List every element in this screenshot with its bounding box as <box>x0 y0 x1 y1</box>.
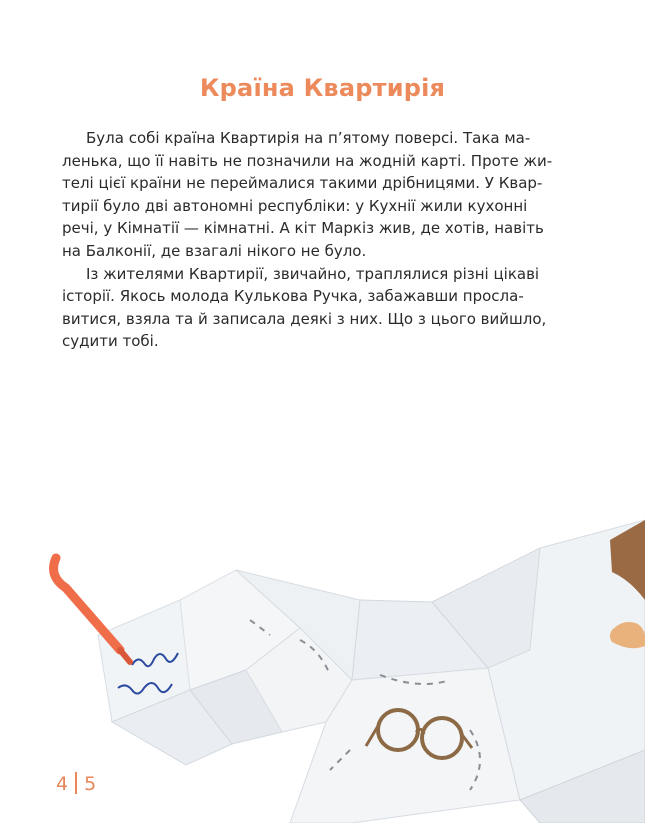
story-text <box>62 127 602 353</box>
page-title: Країна Квартирія <box>199 74 446 102</box>
page-number-divider <box>75 772 77 794</box>
text-line: історії. Якось молода Кулькова Ручка, забажавши просла- <box>62 287 524 306</box>
illustration <box>0 500 645 823</box>
text-line: витися, взяла та й записала деякі з них. Що з цього вийшло, <box>62 309 547 328</box>
page-number-left: 4 <box>56 773 69 795</box>
text-line: тирії було дві автономні республіки: у Кухнії жили кухонні <box>62 196 528 215</box>
text-line: ленька, що її навіть не позначили на жодній карті. Проте жи- <box>62 151 553 170</box>
text-line: Із жителями Квартирії, звичайно, траплялися різні цікаві <box>86 264 540 283</box>
text-line: судити тобі. <box>62 332 159 351</box>
page-numbers <box>56 772 96 795</box>
text-line: телі цієї країни не переймалися такими дрібницями. У Квар- <box>62 174 543 193</box>
page-number-right: 5 <box>84 773 97 795</box>
orange-pen-icon <box>54 558 130 662</box>
text-line: Була собі країна Квартирія на п’ятому поверсі. Така ма- <box>86 129 531 147</box>
folded-paper-map <box>98 520 645 823</box>
text-line: речі, у Кімнатії — кімнатні. А кіт Маркіз жив, де хотів, навіть <box>62 219 544 238</box>
text-line: на Балконії, де взагалі нікого не було. <box>62 241 367 260</box>
